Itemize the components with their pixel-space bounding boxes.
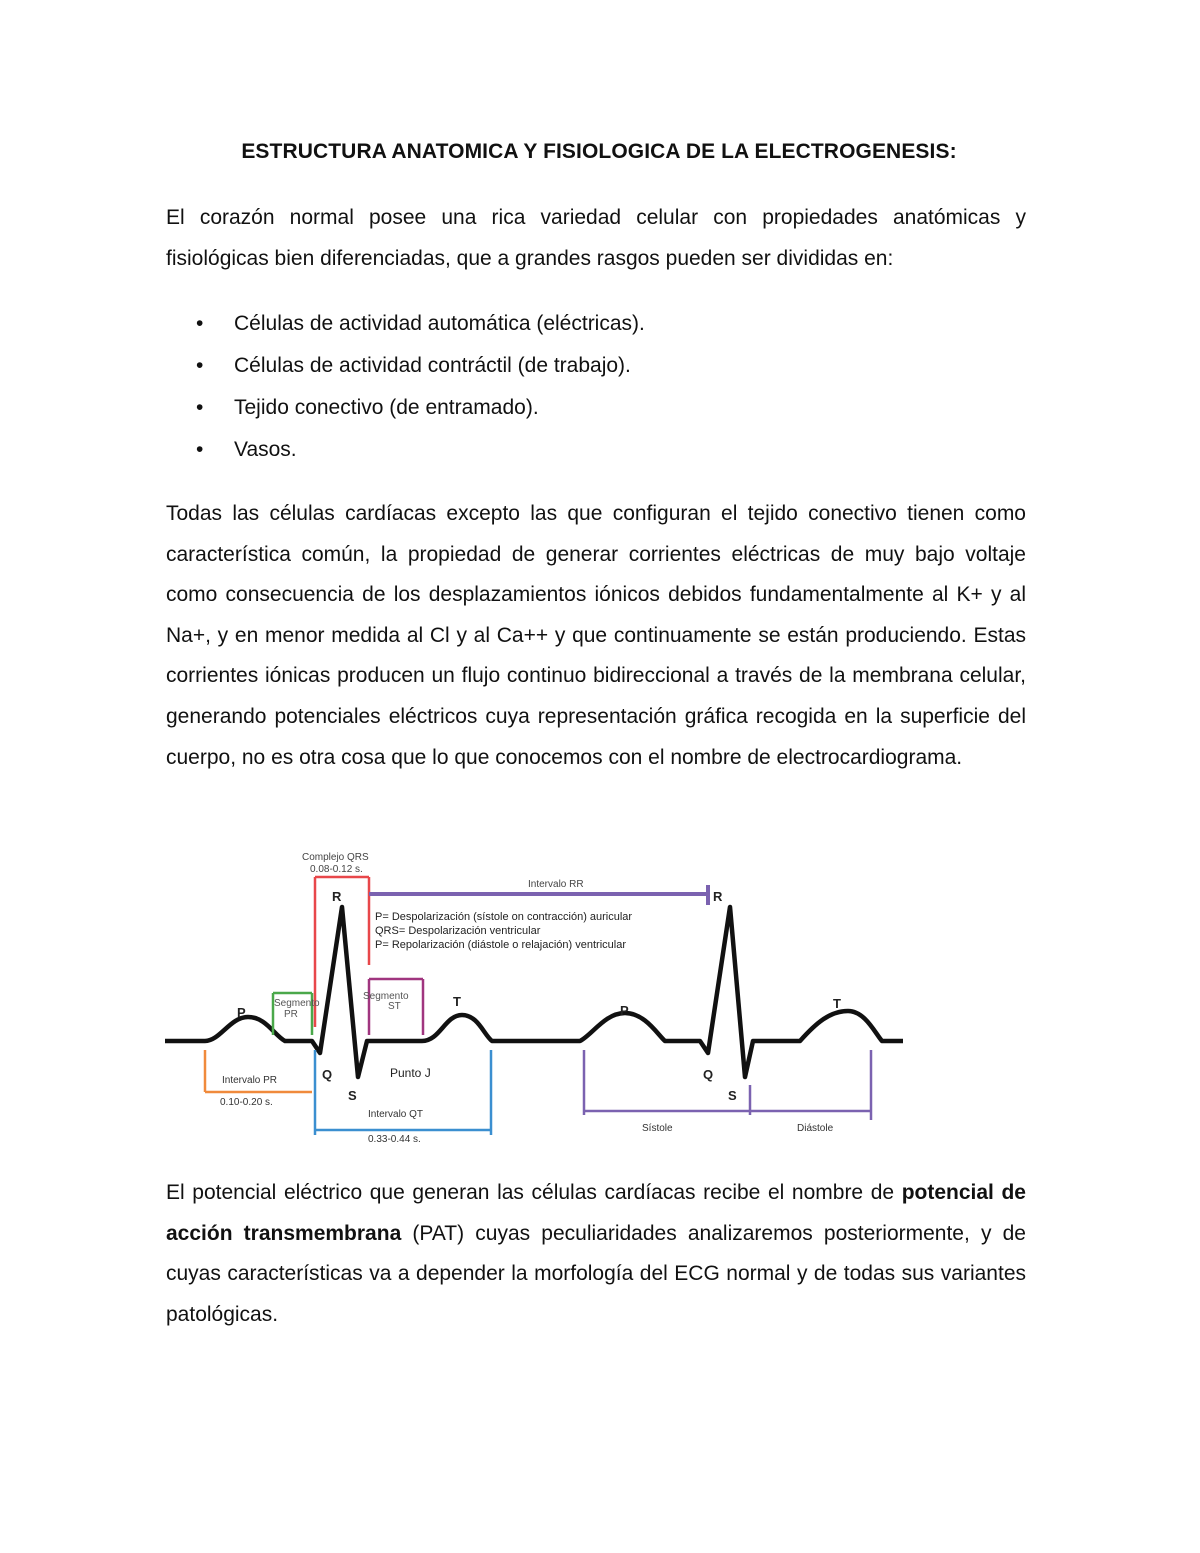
t-wave-label: T bbox=[453, 994, 461, 1009]
bullet: • bbox=[196, 312, 204, 335]
pat-term: potencial de acción transmembrana bbox=[166, 1181, 1026, 1245]
legend-repolarization: P= Repolarización (diástole o relajación) ventricular bbox=[375, 939, 626, 951]
list-item: • Vasos. bbox=[196, 429, 645, 471]
st-segment-label: Segmento bbox=[363, 991, 409, 1002]
s-wave-label: S bbox=[728, 1088, 737, 1103]
document-title: ESTRUCTURA ANATOMICA Y FISIOLOGICA DE LA ELECTROGENESIS: bbox=[241, 140, 957, 163]
legend-qrs: QRS= Despolarización ventricular bbox=[375, 925, 541, 937]
punto-j-label: Punto J bbox=[390, 1066, 431, 1080]
pr-segment-label: Segmento bbox=[274, 998, 320, 1009]
t-wave-label: T bbox=[833, 996, 841, 1011]
qt-interval-bracket bbox=[315, 1050, 491, 1135]
pr-interval-label: Intervalo PR bbox=[222, 1075, 278, 1086]
systole-label: Sístole bbox=[642, 1123, 673, 1134]
bullet: • bbox=[196, 354, 204, 377]
cardiac-cycle-bracket bbox=[584, 1050, 871, 1120]
diastole-label: Diástole bbox=[797, 1123, 834, 1134]
q-wave-label: Q bbox=[703, 1067, 714, 1082]
p-wave-label: P bbox=[237, 1005, 246, 1020]
s-wave-label: S bbox=[348, 1088, 357, 1103]
list-item: • Células de actividad contráctil (de trabajo). bbox=[196, 345, 645, 387]
pr-interval-duration: 0.10-0.20 s. bbox=[220, 1097, 273, 1108]
qrs-title: Complejo QRS bbox=[302, 852, 369, 863]
bullet: • bbox=[196, 438, 204, 461]
legend-p: P= Despolarización (sístole on contracción) auricular bbox=[375, 911, 633, 923]
intro-paragraph: El corazón normal posee una rica variedad celular con propiedades anatómicas y fisiológicas bien diferenciadas, que a grandes rasgos pueden ser divididas en: bbox=[166, 206, 1026, 270]
qrs-duration: 0.08-0.12 s. bbox=[310, 864, 363, 875]
st-segment-label: ST bbox=[388, 1001, 401, 1012]
bullet: • bbox=[196, 396, 204, 419]
cell-types-list bbox=[196, 303, 645, 471]
q-wave-label: Q bbox=[322, 1067, 333, 1082]
r-wave-label: R bbox=[332, 889, 342, 904]
ecg-diagram bbox=[160, 845, 910, 1145]
qt-interval-duration: 0.33-0.44 s. bbox=[368, 1134, 421, 1145]
pr-segment-label: PR bbox=[284, 1009, 298, 1020]
list-item: • Tejido conectivo (de entramado). bbox=[196, 387, 645, 429]
qrs-bracket bbox=[315, 877, 369, 1027]
rr-interval-label: Intervalo RR bbox=[528, 879, 584, 890]
electrogenesis-paragraph: Todas las células cardíacas excepto las que configuran el tejido conectivo tienen como característica común, la propiedad de generar corrientes eléctricas de muy bajo voltaje como consecuencia de los desplazamientos iónicos debidos fundamentalmente al K+ y al Na+, y en menor medida al Cl y al Ca++ y que continuamente se están produciendo. Estas corrientes iónicas producen un flujo continuo bidireccional a través de la membrana celular, generando potenciales eléctricos cuya representación gráfica recogida en la superficie del cuerpo, no es otra cosa que lo que conocemos con el nombre de electrocardiograma. bbox=[166, 502, 1026, 769]
p-wave-label: P bbox=[620, 1003, 629, 1018]
list-item: • Células de actividad automática (eléctricas). bbox=[196, 303, 645, 345]
qt-interval-label: Intervalo QT bbox=[368, 1109, 424, 1120]
r-wave-label: R bbox=[713, 889, 723, 904]
pat-paragraph: El potencial eléctrico que generan las células cardíacas recibe el nombre de potencial de acción transmembrana (PAT) cuyas peculiaridades analizaremos posteriormente, y de cuyas características va a depender la morfología del ECG normal y de todas sus variantes patológicas. bbox=[166, 1181, 1026, 1326]
